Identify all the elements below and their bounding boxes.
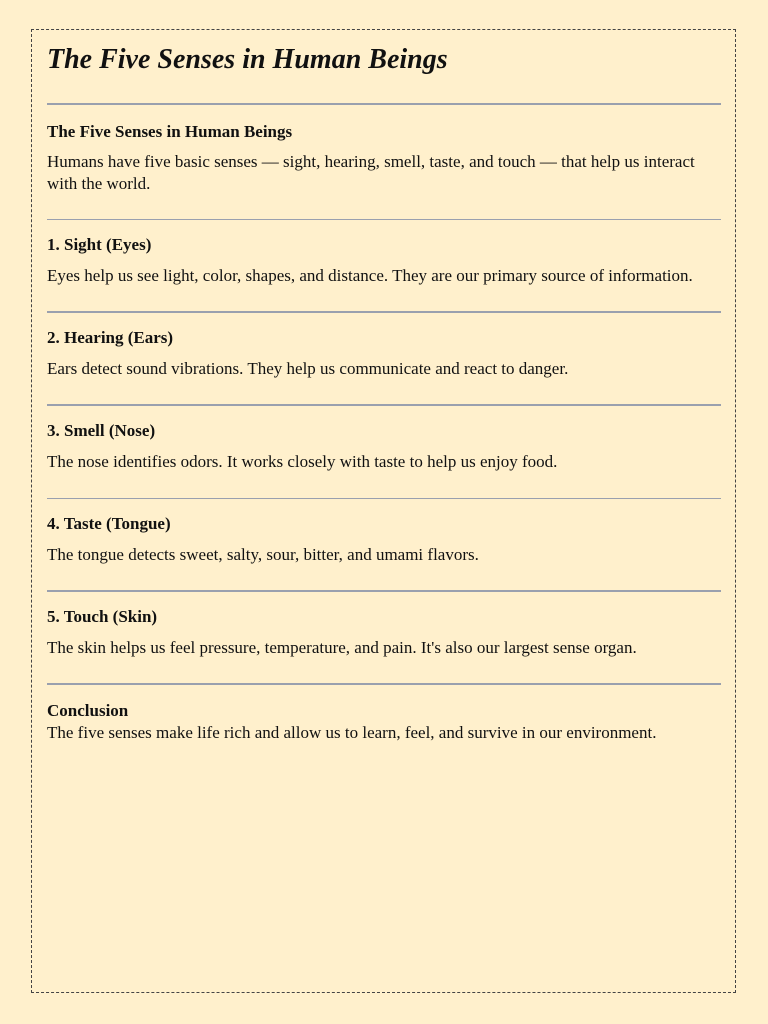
page-title: The Five Senses in Human Beings [47,44,448,75]
section-heading: The Five Senses in Human Beings [47,122,293,141]
section-taste [47,499,721,566]
section-heading: 5. Touch (Skin) [47,607,158,626]
section-touch [47,592,721,659]
section-heading: 3. Smell (Nose) [47,421,156,440]
section-heading: 4. Taste (Tongue) [47,514,171,533]
section-body: The skin helps us feel pressure, temperature, and pain. It's also our largest sense organ. [47,638,637,657]
section-hearing [47,313,721,380]
section-heading: Conclusion [47,701,129,720]
section-body: Humans have five basic senses — sight, hearing, smell, taste, and touch — that help us interact with the world. [47,152,695,193]
section-body: The five senses make life rich and allow us to learn, feel, and survive in our environment. [47,723,657,742]
document-frame [31,29,736,993]
section-body: Ears detect sound vibrations. They help us communicate and react to danger. [47,359,569,378]
section-smell [47,406,721,473]
section-body: The nose identifies odors. It works closely with taste to help us enjoy food. [47,452,558,471]
document-content [47,30,721,744]
section-conclusion [47,685,721,744]
section-intro [47,105,721,195]
section-heading: 1. Sight (Eyes) [47,235,152,254]
section-body: The tongue detects sweet, salty, sour, bitter, and umami flavors. [47,545,479,564]
section-heading: 2. Hearing (Ears) [47,328,174,347]
section-body: Eyes help us see light, color, shapes, and distance. They are our primary source of information. [47,266,693,285]
section-sight [47,220,721,287]
